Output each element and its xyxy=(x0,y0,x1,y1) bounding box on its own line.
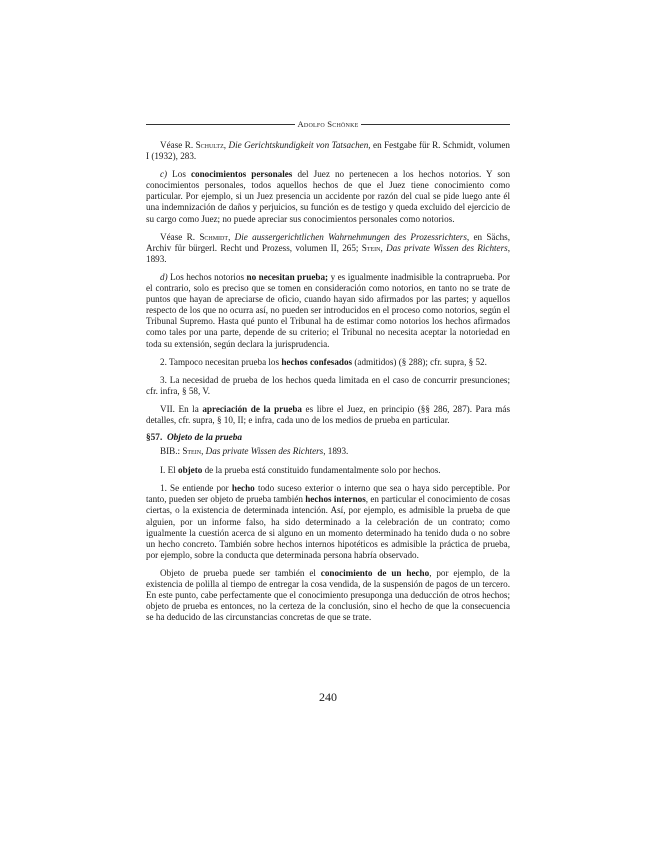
page-number: 240 xyxy=(319,690,337,704)
text: Los hechos notorios xyxy=(167,271,247,282)
header-rule-left xyxy=(146,124,295,125)
bold-term: hechos confesados xyxy=(281,356,353,367)
work-title: Das private Wissen des Richters xyxy=(205,446,324,457)
text: todo suceso exterior o interno que sea o haya sido perceptible. Por tanto, pueden ser objeto de prueba también xyxy=(146,483,510,505)
section-title: Objeto de la prueba xyxy=(166,433,243,444)
work-title: Die aussergerichtlichen Wahrnehmungen des Prozessrichters xyxy=(234,231,467,242)
paragraph-schmidt-ref xyxy=(146,232,510,265)
text: , xyxy=(201,446,206,457)
paragraph-schultz-ref xyxy=(146,140,510,162)
bold-term: hecho xyxy=(231,483,255,494)
header-title: Adolfo Schönke xyxy=(297,119,359,129)
text: de la prueba está constituido fundamentalmente solo por hechos. xyxy=(202,465,441,476)
text: y es igualmente inadmisible la contraprueba. Por el contrario, solo es preciso que se tomen en consideración como notorios, en tanto no se trate de puntos que hayan de apreciarse de oficio, cuando hayan sido afirmados por las partes; y aquellos respecto de los que no ocurra así, no pueden ser introducidos en el proceso como notorios, según el Tribunal Supremo. Hasta qué punto el Tribunal ha de estimar como notorios los hechos afirmados como tales por una parte, depende de su criterio; el Tribunal no necesita aceptar la notoriedad en toda su extensión, según declara la jurisprudencia. xyxy=(146,271,510,349)
author-name: Stein xyxy=(182,446,202,457)
section-heading xyxy=(146,433,510,443)
header-rule-right xyxy=(361,124,510,125)
paragraph-presunciones: 3. La necesidad de prueba de los hechos queda limitada en el caso de concurrir presunciones; cfr. infra, § 58, V. xyxy=(146,374,510,396)
text: 2. Tampoco necesitan prueba los xyxy=(160,356,282,367)
author-name: Stein xyxy=(361,242,381,253)
item-letter: c) xyxy=(160,169,168,180)
text: , por ejemplo, de la existencia de polilla al tiempo de entregar la cosa vendida, de la suspensión de pagos de un tercero. En este punto, cabe perfectamente que el conocimiento presuponga una deducción de otros hechos; objeto de prueba es entonces, no la certeza de la conclusión, sino el hecho de que la consecuencia se ha deducido de las circunstancias concretas de que se trate. xyxy=(146,567,510,623)
work-title: Die Gerichtskundigkeit von Tatsachen xyxy=(228,140,369,150)
text: es libre el Juez, en principio (§§ 286, 287). Para más detalles, cfr. supra, § 10, II; e infra, cada uno de los medios de prueba en particular. xyxy=(146,403,510,425)
paragraph-objeto xyxy=(146,465,510,476)
text: BIB.: xyxy=(160,446,183,457)
author-name: Schultz xyxy=(195,140,224,150)
text: , 1893. xyxy=(146,242,510,264)
text: , 1893. xyxy=(323,446,349,457)
paragraph-notorios xyxy=(146,272,510,350)
section-number: §57. xyxy=(146,433,163,444)
text: Los xyxy=(167,169,191,180)
text: VII. En la xyxy=(160,403,203,414)
bold-term: conocimiento de un hecho xyxy=(320,567,430,578)
paragraph-conocimiento-hecho xyxy=(146,568,510,623)
text: del Juez no pertenecen a los hechos notorios. Y son conocimientos personales, todos aquellos hechos de que el Juez tiene conocimiento como particular. Por ejemplo, si un Juez presencia un accidente por razón del cual se pide luego ante él una indemnización de daños y perjuicios, su función es de testigo y queda excluido del ejercicio de su cargo como Juez; no puede apreciar sus conocimientos personales como notorios. xyxy=(146,169,511,224)
paragraph-hecho xyxy=(146,483,510,561)
work-title: Das private Wissen des Richters xyxy=(386,242,508,253)
text: (admitidos) (§ 288); cfr. supra, § 52. xyxy=(352,356,487,367)
text: Véase R. xyxy=(160,231,200,242)
bibliography xyxy=(146,446,510,457)
text: I. El xyxy=(160,465,178,476)
paragraph-conocimientos xyxy=(146,169,510,224)
bold-term: hechos internos xyxy=(305,494,366,505)
bold-term: apreciación de la prueba xyxy=(202,403,302,414)
paragraph-confesados xyxy=(146,357,510,368)
text: , en particular el conocimiento de cosas ciertas, o la existencia de determinada intención. Así, por ejemplo, es admisible la prueba de que alguien, por un informe falso, ha sido determinado a la celebración de un contrato; como igualmente la cuestión acerca de si alguno en un momento determinado ha tenido duda o no sobre un hecho concreto. También sobre hechos internos hipotéticos es admisible la práctica de prueba, por ejemplo, sobre la conducta que determinada persona habría observado. xyxy=(146,494,510,560)
item-letter: d) xyxy=(160,271,168,282)
bold-term: objeto xyxy=(178,465,203,476)
text: , en Sächs, Archiv für bürgerl. Recht und Prozess, volumen II, 265; xyxy=(146,231,511,253)
text: , xyxy=(228,231,235,242)
author-name: Schmidt xyxy=(199,231,229,242)
text: 1. Se entiende por xyxy=(160,483,232,494)
text: , xyxy=(380,242,387,253)
running-header xyxy=(146,119,510,129)
text: Objeto de prueba puede ser también el xyxy=(160,567,321,578)
text: , xyxy=(223,140,229,150)
paragraph-apreciacion xyxy=(146,404,510,426)
text: Véase R. xyxy=(160,140,196,150)
bold-term: no necesitan prueba; xyxy=(246,271,329,282)
bold-term: conocimientos personales xyxy=(190,169,293,180)
text: , en Festgabe für R. Schmidt, volumen I (1932), 283. xyxy=(146,140,510,162)
page-body xyxy=(146,119,510,630)
